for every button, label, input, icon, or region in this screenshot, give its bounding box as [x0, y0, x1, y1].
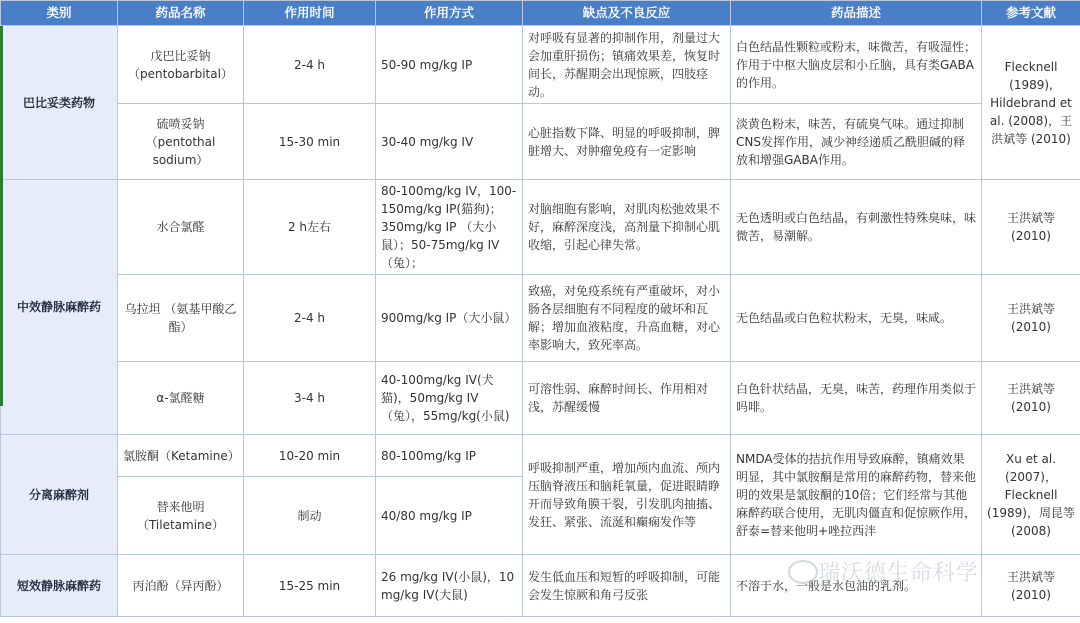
drug-name-cell: 乌拉坦 （氨基甲酸乙酯）: [118, 275, 244, 362]
category-cell: 短效静脉麻醉药: [1, 555, 118, 617]
drug-name-cell: 氯胺酮（Ketamine）: [118, 435, 244, 477]
table-row: [1, 26, 1080, 104]
drug-name-cell: α-氯醛糖: [118, 362, 244, 435]
table-row: [1, 275, 1080, 362]
dose-cell: 26 mg/kg IV(小鼠)，10 mg/kg IV(大鼠): [376, 555, 523, 617]
drug-name-cell: 硫喷妥钠（pentothal sodium）: [118, 104, 244, 180]
duration-cell: 2-4 h: [244, 26, 376, 104]
description-cell: 白色针状结晶，无臭，味苦，药理作用类似于吗啡。: [731, 362, 982, 435]
header-drug-name: 药品名称: [118, 1, 244, 26]
description-cell: 淡黄色粉末，味苦，有硫臭气味。通过抑制CNS发挥作用，减少神经递质乙酰胆碱的释放和增强GABA作用。: [731, 104, 982, 180]
header-adverse-effects: 缺点及不良反应: [523, 1, 731, 26]
header-category: 类别: [1, 1, 118, 26]
header-row: [1, 1, 1080, 26]
adverse-cell: 对呼吸有显著的抑制作用，剂量过大会加重肝损伤；镇痛效果差，恢复时间长，苏醒期会出现惊厥，四肢痉动。: [523, 26, 731, 104]
table-row: [1, 435, 1080, 477]
adverse-cell: 呼吸抑制严重，增加颅内血流、颅内压脑脊液压和脑耗氧量，促进眼睛睁开而导致角膜干裂，引发肌肉抽搐、发狂、紧张、流涎和癫痫发作等: [523, 435, 731, 555]
description-cell: NMDA受体的拮抗作用导致麻醉，镇痛效果明显，其中氯胺酮是常用的麻醉药物，替来他明的效果是氯胺酮的10倍；它们经常与其他麻醉药联合使用，无肌肉僵直和促惊厥作用，舒泰=替来他明+唑拉西泮: [731, 435, 982, 555]
category-cell: 分离麻醉剂: [1, 435, 118, 555]
header-references: 参考文献: [982, 1, 1080, 26]
table-row: [1, 104, 1080, 180]
adverse-cell: 致癌，对免疫系统有严重破坏，对小肠各层细胞有不同程度的破坏和瓦解；增加血液粘度，升高血糖，对心率影响大，致死率高。: [523, 275, 731, 362]
left-edge-marker: [0, 26, 3, 406]
adverse-cell: 发生低血压和短暂的呼吸抑制，可能会发生惊厥和角弓反张: [523, 555, 731, 617]
reference-cell: Xu et al. (2007)，Flecknell (1989)，周昆等 (2008): [982, 435, 1080, 555]
duration-cell: 3-4 h: [244, 362, 376, 435]
reference-cell: 王洪斌等 (2010): [982, 555, 1080, 617]
duration-cell: 15-30 min: [244, 104, 376, 180]
description-cell: 无色结晶或白色粒状粉末，无臭，味咸。: [731, 275, 982, 362]
header-administration: 作用方式: [376, 1, 523, 26]
watermark-text: 瑞沃德生命科学: [818, 561, 980, 586]
description-cell: 无色透明或白色结晶，有刺激性特殊臭味，味微苦，易潮解。: [731, 180, 982, 275]
duration-cell: 10-20 min: [244, 435, 376, 477]
wechat-logo-icon: [788, 560, 818, 584]
table-row: [1, 180, 1080, 275]
description-cell: 白色结晶性颗粒或粉末，味微苦，有吸湿性；作用于中枢大脑皮层和小丘脑，具有类GABA的作用。: [731, 26, 982, 104]
reference-cell: 王洪斌等 (2010): [982, 180, 1080, 275]
category-cell: 中效静脉麻醉药: [1, 180, 118, 435]
category-cell: 巴比妥类药物: [1, 26, 118, 180]
drug-name-cell: 丙泊酚（异丙酚）: [118, 555, 244, 617]
duration-cell: 2-4 h: [244, 275, 376, 362]
drug-name-cell: 水合氯醛: [118, 180, 244, 275]
adverse-cell: 心脏指数下降、明显的呼吸抑制，脾脏增大、对肿瘤免疫有一定影响: [523, 104, 731, 180]
reference-cell: 王洪斌等 (2010): [982, 275, 1080, 362]
drug-name-cell: 替来他明（Tiletamine）: [118, 477, 244, 555]
dose-cell: 50-90 mg/kg IP: [376, 26, 523, 104]
dose-cell: 30-40 mg/kg IV: [376, 104, 523, 180]
drug-name-cell: 戊巴比妥钠（pentobarbital）: [118, 26, 244, 104]
table-row: [1, 555, 1080, 617]
description-cell: 不溶于水，一般是水包油的乳剂。: [731, 555, 982, 617]
dose-cell: 40/80 mg/kg IP: [376, 477, 523, 555]
header-duration: 作用时间: [244, 1, 376, 26]
table-row: [1, 362, 1080, 435]
dose-cell: 900mg/kg IP（大小鼠）: [376, 275, 523, 362]
dose-cell: 40-100mg/kg IV(犬猫)，50mg/kg IV（兔），55mg/kg(小鼠): [376, 362, 523, 435]
dose-cell: 80-100mg/kg IV，100-150mg/kg IP(猫狗)；350mg/kg IP （大小鼠）；50-75mg/kg IV （兔）；: [376, 180, 523, 275]
dose-cell: 80-100mg/kg IP: [376, 435, 523, 477]
duration-cell: 2 h左右: [244, 180, 376, 275]
adverse-cell: 可溶性弱、麻醉时间长、作用相对浅，苏醒缓慢: [523, 362, 731, 435]
adverse-cell: 对脑细胞有影响，对肌肉松弛效果不好，麻醉深度浅，高剂量下抑制心肌收缩，引起心律失常。: [523, 180, 731, 275]
duration-cell: 制动: [244, 477, 376, 555]
reference-cell: Flecknell (1989), Hildebrand et al. (2008)，王洪斌等 (2010): [982, 26, 1080, 180]
duration-cell: 15-25 min: [244, 555, 376, 617]
header-description: 药品描述: [731, 1, 982, 26]
reference-cell: 王洪斌等 (2010): [982, 362, 1080, 435]
